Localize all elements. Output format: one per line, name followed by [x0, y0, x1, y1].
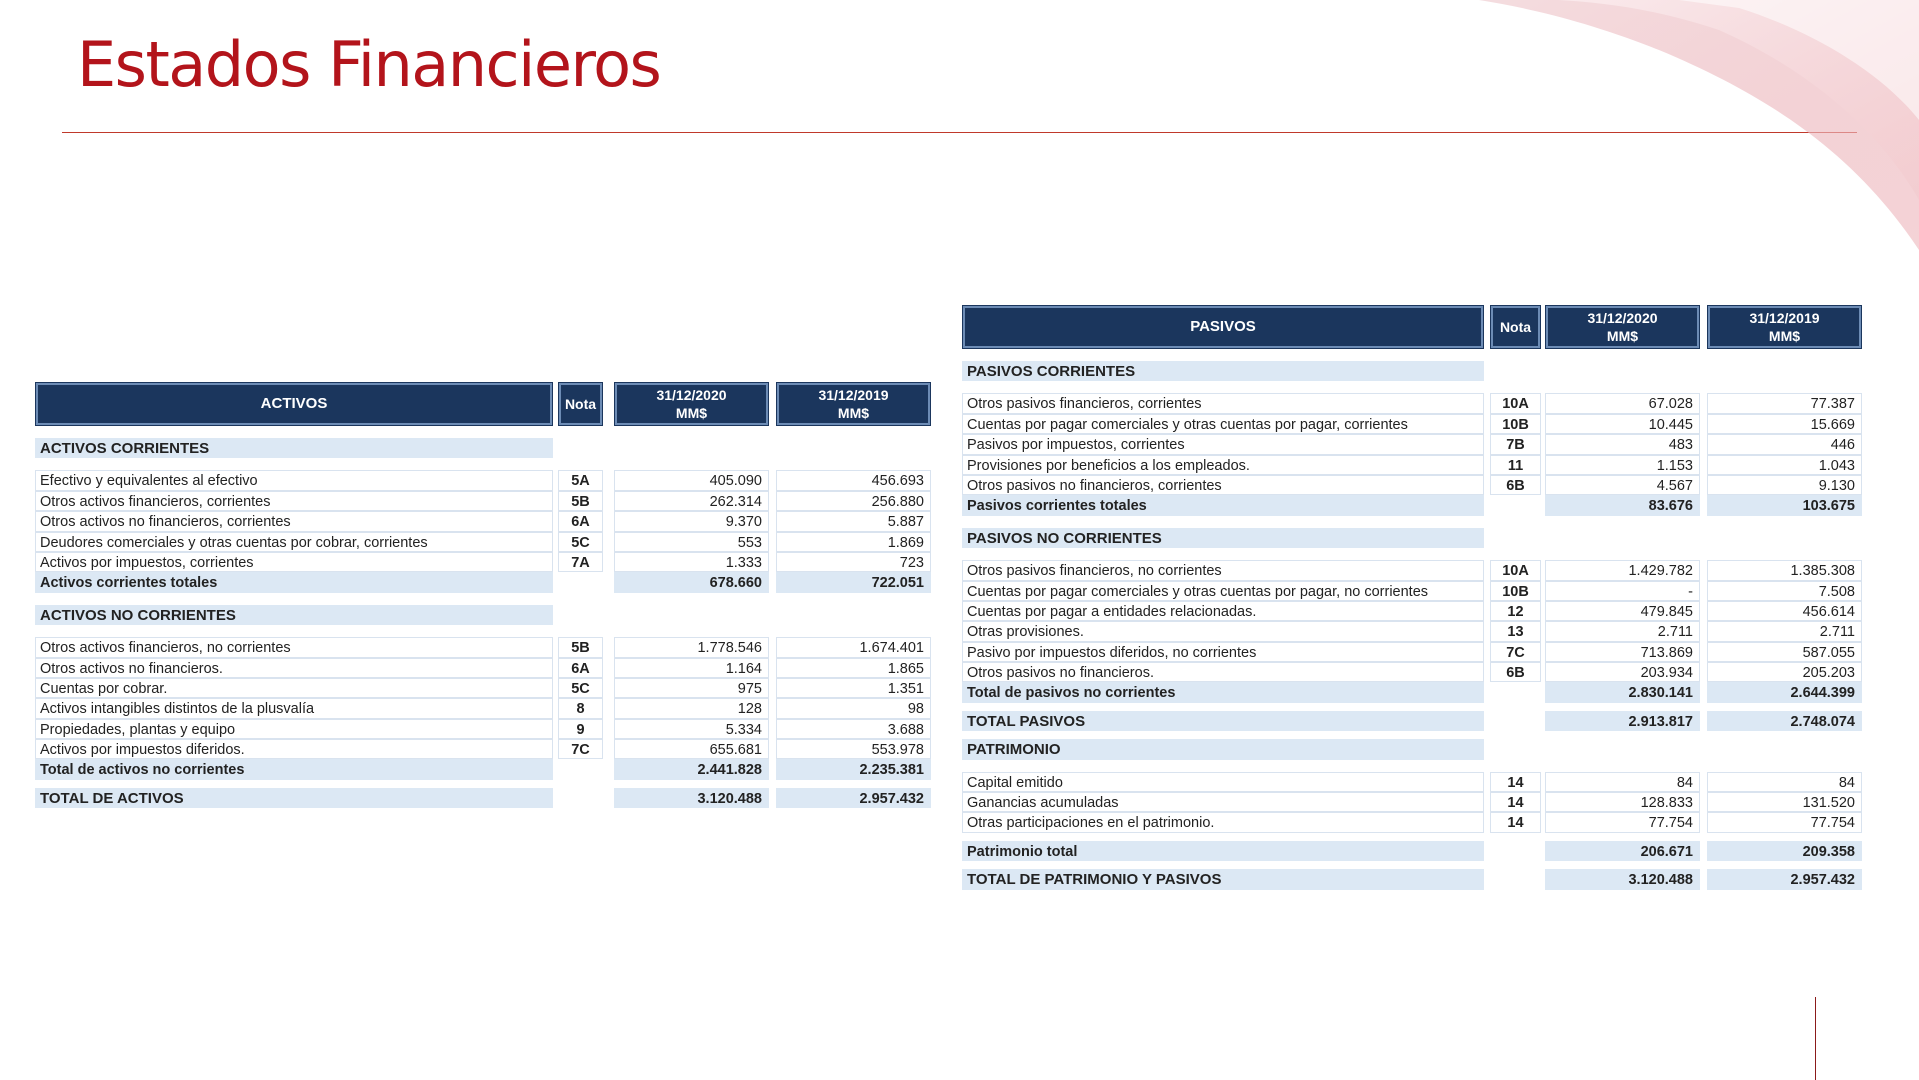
row-label: Otros activos no financieros, corrientes — [35, 511, 553, 531]
row-label: Otros activos no financieros. — [35, 658, 553, 678]
total-row — [35, 788, 931, 808]
table-row — [35, 511, 931, 531]
pasivos-header: PASIVOS — [962, 305, 1484, 349]
row-value-2020: 713.869 — [1545, 642, 1700, 662]
row-label: Efectivo y equivalentes al efectivo — [35, 470, 553, 490]
col-2020-header: 31/12/2020 MM$ — [1545, 305, 1700, 349]
row-label: Cuentas por cobrar. — [35, 678, 553, 698]
row-value-2020: 1.778.546 — [614, 637, 769, 657]
total-label: TOTAL DE ACTIVOS — [35, 788, 553, 808]
row-nota: 13 — [1490, 621, 1541, 641]
table-row — [962, 414, 1862, 434]
section-title: PASIVOS CORRIENTES — [962, 361, 1484, 381]
row-nota: 10B — [1490, 414, 1541, 434]
row-value-2020: 1.164 — [614, 658, 769, 678]
subtotal-row — [35, 572, 931, 592]
table-row — [35, 552, 931, 572]
row-value-2020: 262.314 — [614, 491, 769, 511]
row-value-2020: 5.334 — [614, 719, 769, 739]
patrimonio-rows — [962, 772, 1862, 833]
row-label: Otros pasivos financieros, no corrientes — [962, 560, 1484, 580]
subtotal-2019: 722.051 — [776, 572, 931, 592]
row-nota: 5A — [558, 470, 603, 490]
row-nota: 5B — [558, 637, 603, 657]
section-row — [962, 528, 1862, 548]
section-row — [962, 361, 1862, 381]
row-value-2019: 1.043 — [1707, 455, 1862, 475]
col-2019-header: 31/12/2019 MM$ — [1707, 305, 1862, 349]
row-value-2019: 84 — [1707, 772, 1862, 792]
pasivos-header-row — [962, 305, 1862, 349]
section-title: PATRIMONIO — [962, 739, 1484, 759]
subtotal-2020: 2.441.828 — [614, 759, 769, 779]
row-nota: 6B — [1490, 662, 1541, 682]
row-value-2019: 15.669 — [1707, 414, 1862, 434]
row-nota: 10A — [1490, 393, 1541, 413]
row-label: Pasivo por impuestos diferidos, no corrientes — [962, 642, 1484, 662]
row-value-2020: 9.370 — [614, 511, 769, 531]
subtotal-label: Activos corrientes totales — [35, 572, 553, 592]
section-title: PASIVOS NO CORRIENTES — [962, 528, 1484, 548]
row-label: Otros pasivos financieros, corrientes — [962, 393, 1484, 413]
grand-total-label: TOTAL DE PATRIMONIO Y PASIVOS — [962, 869, 1484, 889]
row-value-2020: 553 — [614, 532, 769, 552]
row-nota: 6A — [558, 658, 603, 678]
subtotal-label: Pasivos corrientes totales — [962, 495, 1484, 515]
row-value-2020: 975 — [614, 678, 769, 698]
page-title: Estados Financieros — [77, 28, 661, 101]
row-value-2019: 7.508 — [1707, 581, 1862, 601]
row-value-2019: 553.978 — [776, 739, 931, 759]
col-2020-header: 31/12/2020 MM$ — [614, 382, 769, 426]
row-label: Capital emitido — [962, 772, 1484, 792]
total-2019: 2.957.432 — [776, 788, 931, 808]
row-value-2020: 203.934 — [1545, 662, 1700, 682]
row-value-2019: 1.351 — [776, 678, 931, 698]
row-value-2020: 128.833 — [1545, 792, 1700, 812]
row-value-2019: 98 — [776, 698, 931, 718]
row-label: Cuentas por pagar a entidades relacionadas. — [962, 601, 1484, 621]
total-2020: 2.913.817 — [1545, 711, 1700, 731]
row-value-2019: 77.754 — [1707, 812, 1862, 832]
table-row — [962, 455, 1862, 475]
row-value-2019: 587.055 — [1707, 642, 1862, 662]
row-value-2019: 205.203 — [1707, 662, 1862, 682]
row-value-2019: 1.674.401 — [776, 637, 931, 657]
row-nota: 6B — [1490, 475, 1541, 495]
row-value-2019: 2.711 — [1707, 621, 1862, 641]
row-nota: 14 — [1490, 772, 1541, 792]
row-nota: 10B — [1490, 581, 1541, 601]
table-row — [962, 475, 1862, 495]
row-value-2020: 4.567 — [1545, 475, 1700, 495]
row-label: Otras participaciones en el patrimonio. — [962, 812, 1484, 832]
grand-total-2019: 2.957.432 — [1707, 869, 1862, 889]
row-nota: 14 — [1490, 812, 1541, 832]
subtotal-row — [35, 759, 931, 779]
row-label: Otros pasivos no financieros. — [962, 662, 1484, 682]
row-label: Cuentas por pagar comerciales y otras cuentas por pagar, no corrientes — [962, 581, 1484, 601]
subtotal-2020: 206.671 — [1545, 841, 1700, 861]
row-label: Propiedades, plantas y equipo — [35, 719, 553, 739]
table-row — [962, 434, 1862, 454]
pasivos-table — [962, 305, 1862, 890]
row-label: Otros activos financieros, corrientes — [35, 491, 553, 511]
activos-header: ACTIVOS — [35, 382, 553, 426]
subtotal-2019: 209.358 — [1707, 841, 1862, 861]
table-row — [962, 581, 1862, 601]
subtotal-2019: 2.235.381 — [776, 759, 931, 779]
subtotal-2019: 2.644.399 — [1707, 682, 1862, 702]
row-value-2020: 405.090 — [614, 470, 769, 490]
table-row — [35, 678, 931, 698]
section-title: ACTIVOS CORRIENTES — [35, 438, 553, 458]
table-row — [35, 637, 931, 657]
row-nota: 11 — [1490, 455, 1541, 475]
row-value-2020: 67.028 — [1545, 393, 1700, 413]
subtotal-2019: 103.675 — [1707, 495, 1862, 515]
row-nota: 5B — [558, 491, 603, 511]
row-value-2019: 456.614 — [1707, 601, 1862, 621]
table-row — [35, 719, 931, 739]
row-value-2020: 479.845 — [1545, 601, 1700, 621]
row-nota: 6A — [558, 511, 603, 531]
row-label: Cuentas por pagar comerciales y otras cuentas por pagar, corrientes — [962, 414, 1484, 434]
pasivos-no-corrientes-rows — [962, 560, 1862, 682]
row-label: Deudores comerciales y otras cuentas por cobrar, corrientes — [35, 532, 553, 552]
row-nota: 7B — [1490, 434, 1541, 454]
row-value-2020: 77.754 — [1545, 812, 1700, 832]
activos-header-row — [35, 382, 931, 426]
row-value-2020: - — [1545, 581, 1700, 601]
subtotal-row — [962, 841, 1862, 861]
row-value-2019: 1.385.308 — [1707, 560, 1862, 580]
row-nota: 8 — [558, 698, 603, 718]
table-row — [962, 621, 1862, 641]
subtotal-row — [962, 682, 1862, 702]
total-2019: 2.748.074 — [1707, 711, 1862, 731]
section-title: ACTIVOS NO CORRIENTES — [35, 605, 553, 625]
table-row — [35, 658, 931, 678]
subtotal-2020: 83.676 — [1545, 495, 1700, 515]
row-value-2019: 77.387 — [1707, 393, 1862, 413]
row-nota: 12 — [1490, 601, 1541, 621]
table-row — [962, 560, 1862, 580]
row-value-2019: 723 — [776, 552, 931, 572]
grand-total-row — [962, 869, 1862, 889]
row-value-2020: 128 — [614, 698, 769, 718]
nota-header: Nota — [558, 382, 603, 426]
row-value-2019: 1.869 — [776, 532, 931, 552]
table-row — [962, 601, 1862, 621]
row-label: Pasivos por impuestos, corrientes — [962, 434, 1484, 454]
table-row — [962, 792, 1862, 812]
row-value-2019: 5.887 — [776, 511, 931, 531]
row-nota: 5C — [558, 532, 603, 552]
section-row — [35, 438, 931, 458]
corner-decoration — [1479, 0, 1919, 250]
subtotal-label: Patrimonio total — [962, 841, 1484, 861]
row-value-2019: 456.693 — [776, 470, 931, 490]
section-row — [962, 739, 1862, 759]
subtotal-2020: 2.830.141 — [1545, 682, 1700, 702]
col-2019-header: 31/12/2019 MM$ — [776, 382, 931, 426]
total-row — [962, 711, 1862, 731]
section-row — [35, 605, 931, 625]
row-label: Otros pasivos no financieros, corrientes — [962, 475, 1484, 495]
table-row — [35, 739, 931, 759]
subtotal-row — [962, 495, 1862, 515]
nota-header: Nota — [1490, 305, 1541, 349]
row-value-2019: 131.520 — [1707, 792, 1862, 812]
total-label: TOTAL PASIVOS — [962, 711, 1484, 731]
table-row — [962, 812, 1862, 832]
row-value-2019: 1.865 — [776, 658, 931, 678]
activos-no-corrientes-rows — [35, 637, 931, 759]
table-row — [962, 772, 1862, 792]
row-value-2019: 256.880 — [776, 491, 931, 511]
row-label: Otros activos financieros, no corrientes — [35, 637, 553, 657]
row-value-2020: 655.681 — [614, 739, 769, 759]
row-value-2020: 2.711 — [1545, 621, 1700, 641]
row-label: Otras provisiones. — [962, 621, 1484, 641]
activos-table — [35, 382, 931, 808]
row-nota: 7C — [1490, 642, 1541, 662]
row-value-2019: 446 — [1707, 434, 1862, 454]
row-value-2020: 10.445 — [1545, 414, 1700, 434]
row-nota: 9 — [558, 719, 603, 739]
subtotal-label: Total de activos no corrientes — [35, 759, 553, 779]
table-row — [35, 698, 931, 718]
row-label: Activos por impuestos diferidos. — [35, 739, 553, 759]
table-row — [35, 491, 931, 511]
row-label: Provisiones por beneficios a los empleados. — [962, 455, 1484, 475]
subtotal-2020: 678.660 — [614, 572, 769, 592]
row-nota: 10A — [1490, 560, 1541, 580]
table-row — [962, 642, 1862, 662]
grand-total-2020: 3.120.488 — [1545, 869, 1700, 889]
right-accent-line — [1815, 997, 1816, 1080]
row-value-2020: 483 — [1545, 434, 1700, 454]
row-nota: 7A — [558, 552, 603, 572]
pasivos-corrientes-rows — [962, 393, 1862, 495]
row-value-2020: 1.153 — [1545, 455, 1700, 475]
total-2020: 3.120.488 — [614, 788, 769, 808]
row-nota: 7C — [558, 739, 603, 759]
table-row — [35, 532, 931, 552]
row-value-2020: 1.333 — [614, 552, 769, 572]
row-value-2019: 3.688 — [776, 719, 931, 739]
table-row — [962, 393, 1862, 413]
table-row — [962, 662, 1862, 682]
row-label: Activos intangibles distintos de la plusvalía — [35, 698, 553, 718]
row-nota: 14 — [1490, 792, 1541, 812]
activos-corrientes-rows — [35, 470, 931, 572]
row-value-2019: 9.130 — [1707, 475, 1862, 495]
subtotal-label: Total de pasivos no corrientes — [962, 682, 1484, 702]
row-label: Activos por impuestos, corrientes — [35, 552, 553, 572]
row-nota: 5C — [558, 678, 603, 698]
row-label: Ganancias acumuladas — [962, 792, 1484, 812]
table-row — [35, 470, 931, 490]
row-value-2020: 84 — [1545, 772, 1700, 792]
row-value-2020: 1.429.782 — [1545, 560, 1700, 580]
